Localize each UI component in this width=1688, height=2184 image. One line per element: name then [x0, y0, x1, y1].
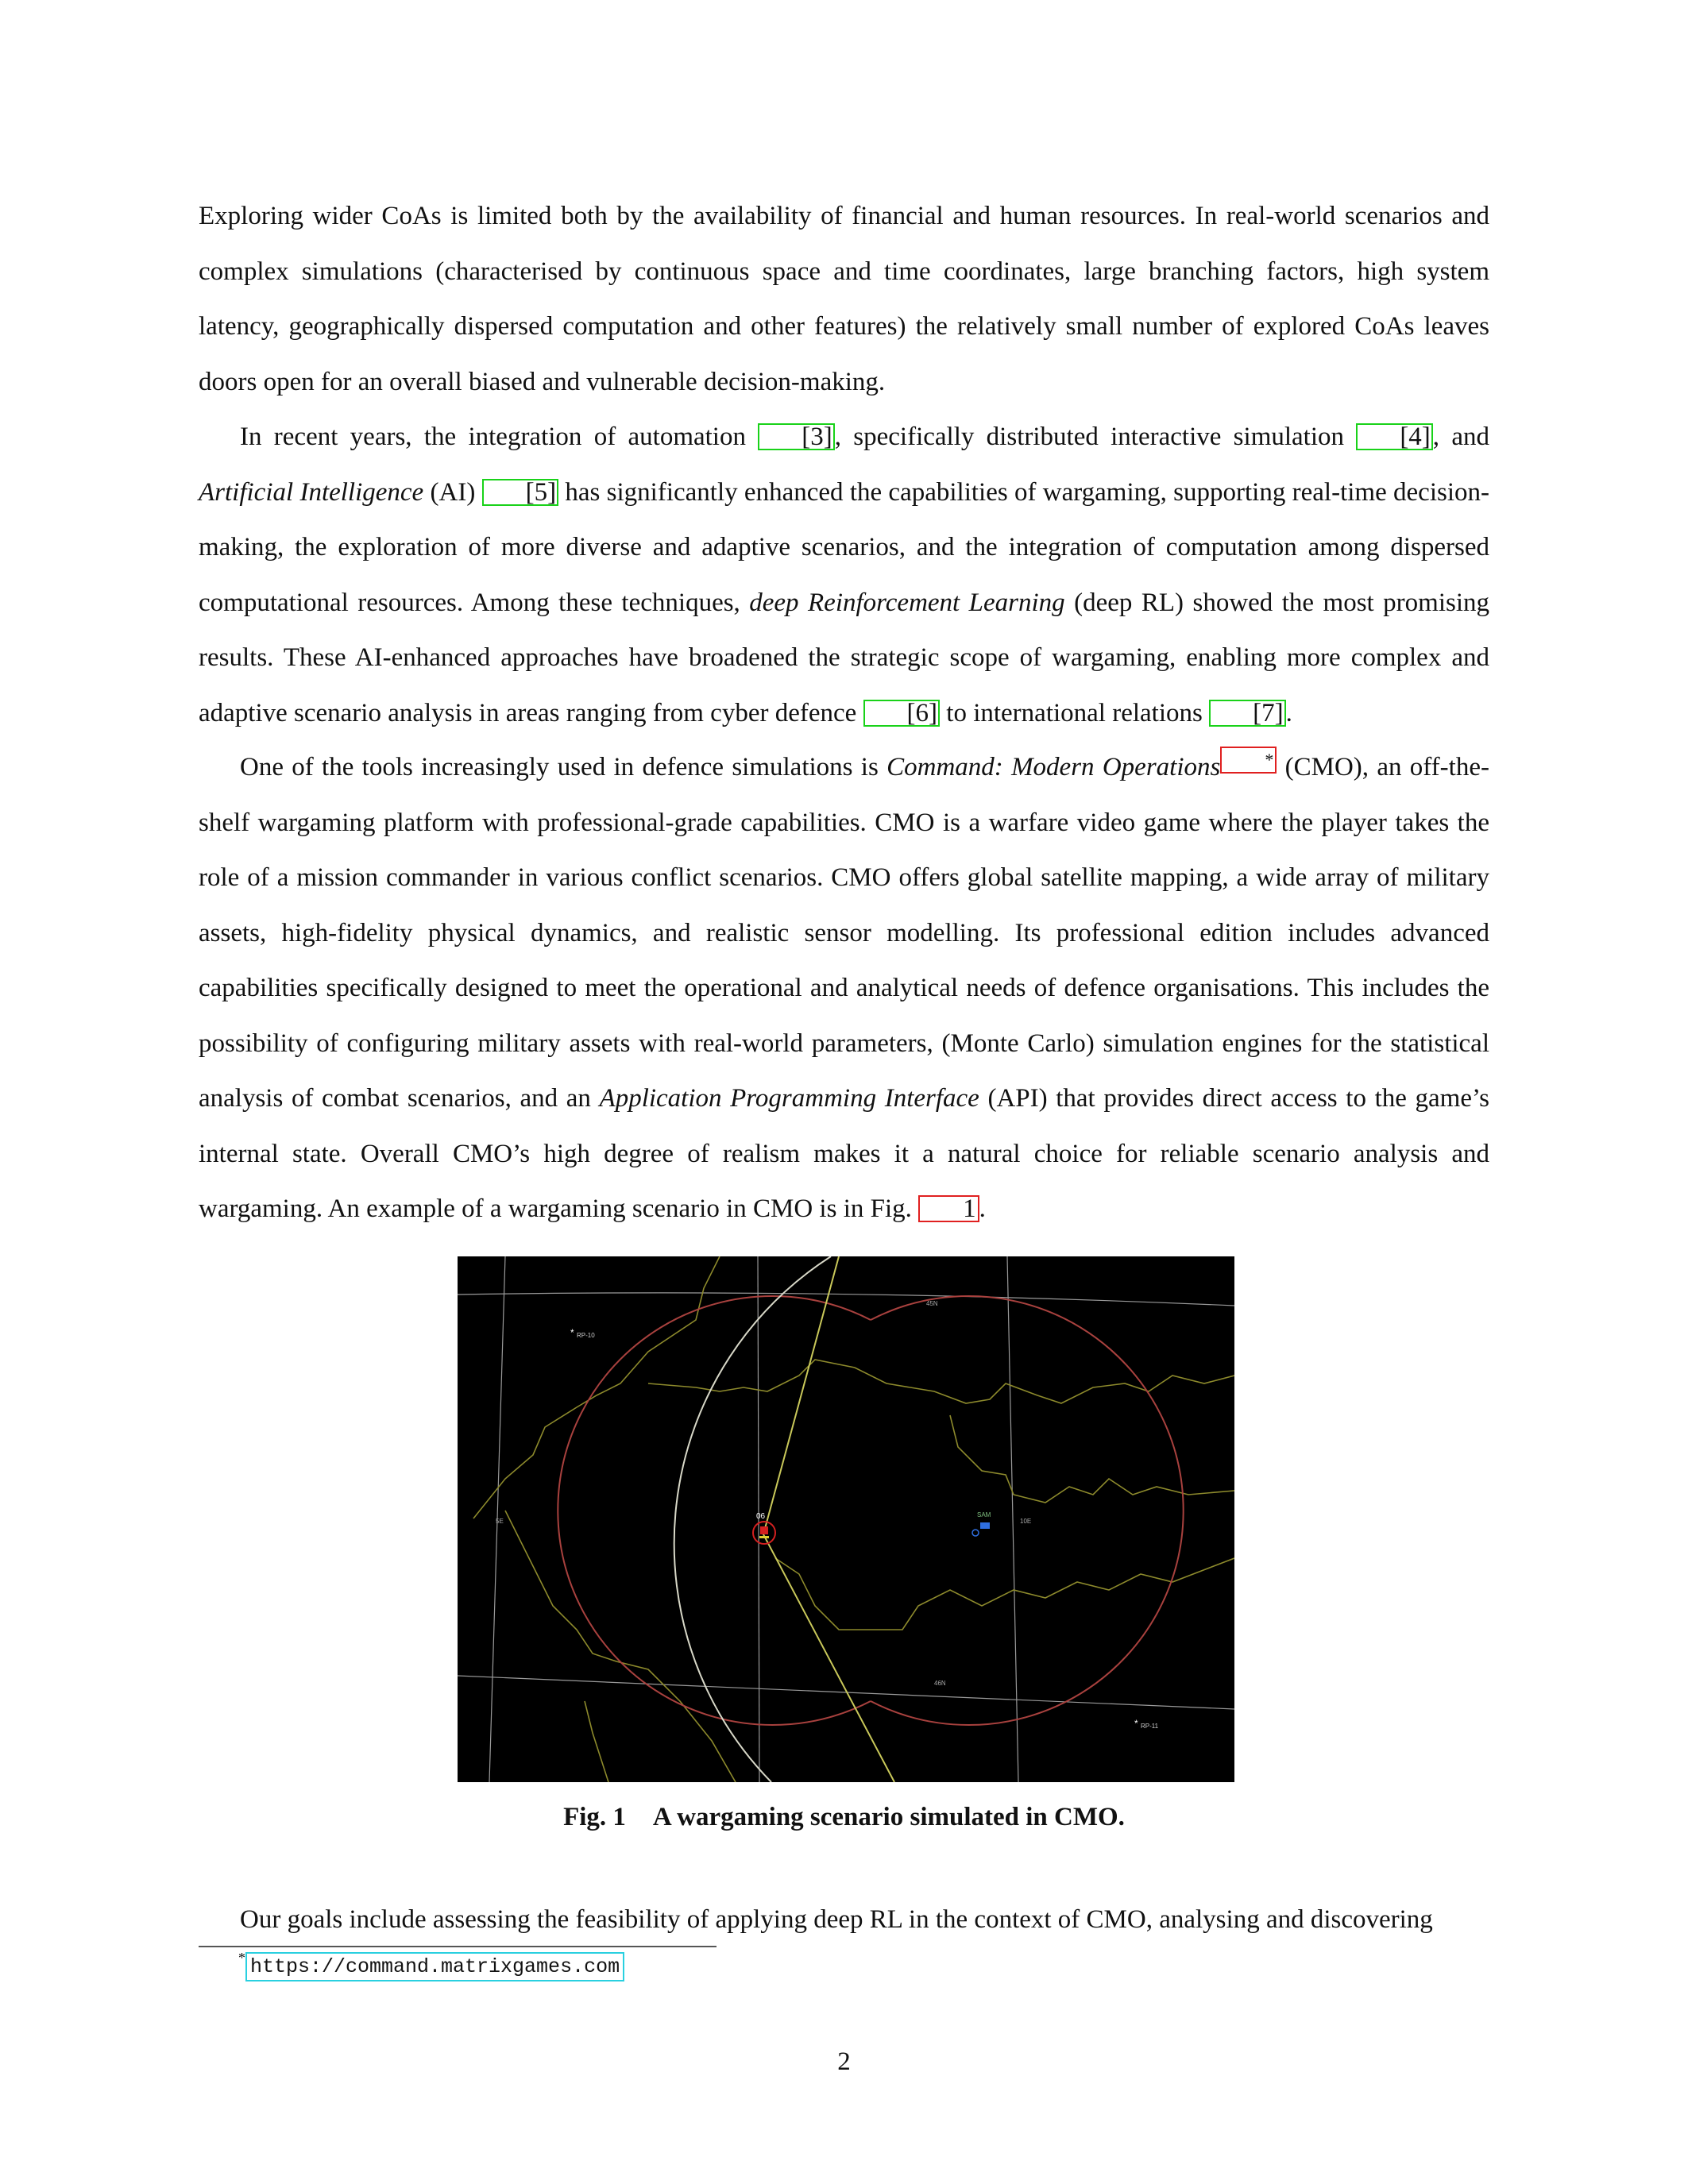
- paragraph-2: In recent years, the integration of automation [3], specifically distributed interactive simulation [4], and Artificial Intelligence (AI) [5] has significantly enhanced the capabilities of wargaming, supporting real-time decision-making, the exploration of more diverse and adaptive scenarios, and the integration of computation among dispersed computational resources. Among these techniques, deep Reinforcement Learning (deep RL) showed the most promising results. These AI-enhanced approaches have broadened the strategic scope of wargaming, enabling more complex and adaptive scenario analysis in areas ranging from cyber defence [6] to international relations [7].: [199, 423, 1489, 727]
- grid-label-top: 45N: [926, 1300, 938, 1307]
- figure-1-link[interactable]: 1: [918, 1195, 979, 1222]
- paragraph-4-text: Our goals include assessing the feasibility of applying deep RL in the context of CMO, analysing and discovering: [240, 1905, 1433, 1934]
- citation-7-link[interactable]: [7]: [1209, 700, 1285, 727]
- grid-label-right: 10E: [1020, 1518, 1032, 1525]
- rp11-star-icon: *: [1134, 1718, 1138, 1729]
- unit-aircraft-icon: [760, 1526, 768, 1534]
- map-background: [458, 1256, 1234, 1782]
- unit-right-label: SAM: [977, 1511, 991, 1518]
- term-deep-rl: deep Reinforcement Learning: [749, 588, 1065, 617]
- page-number: 2: [837, 2047, 851, 2076]
- rp11-label: RP-11: [1141, 1723, 1159, 1730]
- footnote-divider: [199, 1946, 717, 1947]
- grid-label-left: 5E: [496, 1518, 504, 1525]
- figure-caption-label: Fig. 1: [563, 1803, 626, 1831]
- grid-label-bottom: 46N: [934, 1680, 946, 1687]
- footnote: [238, 1950, 624, 1978]
- figure-caption-text: A wargaming scenario simulated in CMO.: [652, 1803, 1125, 1831]
- citation-6-link[interactable]: [6]: [863, 700, 940, 727]
- rp10-star-icon: *: [570, 1327, 574, 1338]
- unit-sam-icon: [980, 1522, 990, 1529]
- cmo-map-image: [458, 1256, 1234, 1782]
- figure-cmo-map: [458, 1256, 1234, 1782]
- footnote-link[interactable]: *: [1220, 747, 1277, 774]
- term-api: Application Programming Interface: [599, 1084, 979, 1113]
- footnote-mark: *: [238, 1950, 245, 1966]
- figure-caption: [199, 1803, 1489, 1832]
- unit-aircraft-bar: [759, 1536, 769, 1538]
- unit-left-label: 06: [756, 1512, 766, 1521]
- footnote-url-link[interactable]: https://command.matrixgames.com: [245, 1952, 624, 1981]
- citation-3-link[interactable]: [3]: [758, 423, 834, 450]
- citation-4-link[interactable]: [4]: [1356, 423, 1432, 450]
- citation-5-link[interactable]: [5]: [482, 479, 558, 506]
- paragraph-3: One of the tools increasingly used in defence simulations is Command: Modern Operations * (CMO), an off-the-shelf wargaming platform with professional-grade capabilities. CMO is a warfare video game where the player takes the role of a mission commander in various conflict scenarios. CMO offers global satellite mapping, a wide array of military assets, high-fidelity physical dynamics, and realistic sensor modelling. Its professional edition includes advanced capabilities specifically designed to meet the operational and analytical needs of defence organisations. This includes the possibility of configuring military assets with real-world parameters, (Monte Carlo) simulation engines for the statistical analysis of combat scenarios, and an Application Programming Interface (API) that provides direct access to the game’s internal state. Overall CMO’s high degree of realism makes it a natural choice for reliable scenario analysis and wargaming. An example of a wargaming scenario in CMO is in Fig. 1 .: [199, 740, 1489, 1237]
- term-cmo: Command: Modern Operations: [886, 753, 1221, 781]
- paragraph-1: [199, 189, 1489, 410]
- term-artificial-intelligence: Artificial Intelligence: [199, 477, 424, 507]
- paragraph-1-text: Exploring wider CoAs is limited both by the availability of financial and human resources. In real-world scenarios and complex simulations (characterised by continuous space and time coordinates, large branching factors, high system latency, geographically dispersed computation and other features) the relatively small number of explored CoAs leaves doors open for an overall biased and vulnerable decision-making.: [199, 202, 1489, 396]
- rp10-label: RP-10: [577, 1332, 595, 1339]
- paragraph-4: [199, 1893, 1489, 1948]
